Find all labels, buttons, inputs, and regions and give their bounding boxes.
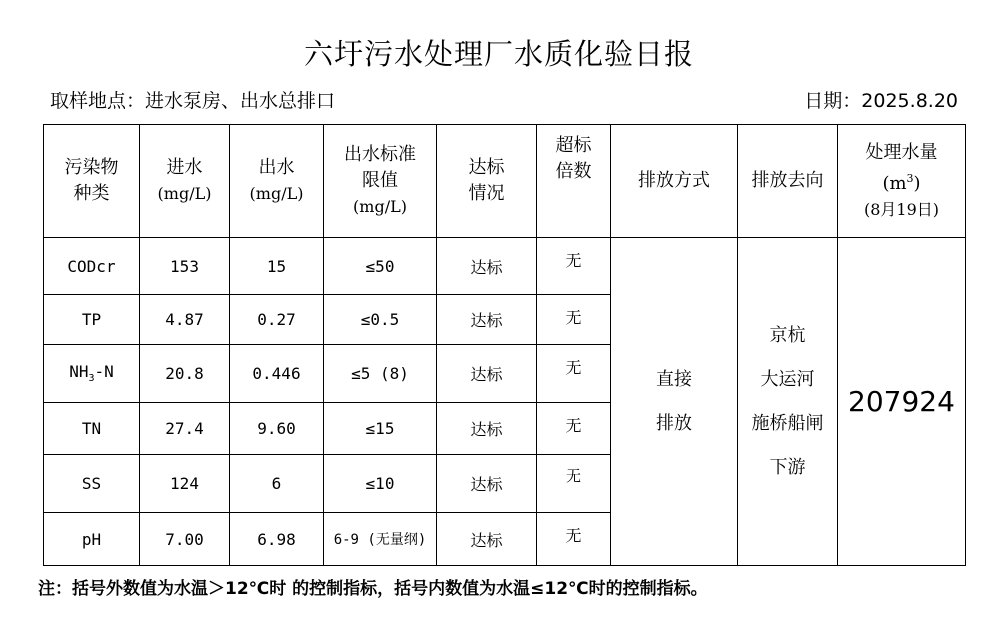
limit-cell: ≤15 bbox=[324, 403, 437, 455]
pollutant-cell: TP bbox=[44, 295, 140, 345]
header-pollutant: 污染物 种类 bbox=[44, 125, 140, 238]
effluent-cell: 9.60 bbox=[230, 403, 324, 455]
exceed-cell: 无 bbox=[537, 403, 611, 455]
footnote: 注：括号外数值为水温＞12℃时 的控制指标，括号内数值为水温≤12℃时的控制指标。 bbox=[38, 579, 708, 599]
pollutant-cell: pH bbox=[44, 513, 140, 566]
effluent-cell: 6 bbox=[230, 455, 324, 513]
header-limit: 出水标准 限值 (mg/L) bbox=[324, 125, 437, 238]
limit-cell: ≤0.5 bbox=[324, 295, 437, 345]
status-cell: 达标 bbox=[437, 455, 537, 513]
status-cell: 达标 bbox=[437, 345, 537, 403]
pollutant-cell: TN bbox=[44, 403, 140, 455]
exceed-cell: 无 bbox=[537, 295, 611, 345]
header-discharge-destination: 排放去向 bbox=[738, 125, 838, 238]
effluent-cell: 6.98 bbox=[230, 513, 324, 566]
discharge-destination-cell: 京杭 大运河 施桥船闸 下游 bbox=[738, 238, 838, 566]
discharge-method-cell: 直接 排放 bbox=[611, 238, 738, 566]
header-volume: 处理水量 $(m^3)$ (8月19日) bbox=[838, 125, 966, 238]
pollutant-cell: CODcr bbox=[44, 238, 140, 295]
influent-cell: 27.4 bbox=[140, 403, 230, 455]
header-exceed: 超标 倍数 bbox=[537, 125, 611, 238]
header-row bbox=[44, 125, 966, 238]
effluent-cell: 0.27 bbox=[230, 295, 324, 345]
limit-cell: ≤50 bbox=[324, 238, 437, 295]
header-discharge-method: 排放方式 bbox=[611, 125, 738, 238]
limit-cell: 6-9 (无量纲) bbox=[324, 513, 437, 566]
influent-cell: 124 bbox=[140, 455, 230, 513]
report-title: 六圩污水处理厂水质化验日报 bbox=[303, 37, 694, 71]
exceed-cell: 无 bbox=[537, 345, 611, 403]
header-effluent: 出水 (mg/L) bbox=[230, 125, 324, 238]
status-cell: 达标 bbox=[437, 403, 537, 455]
influent-cell: 153 bbox=[140, 238, 230, 295]
effluent-cell: 15 bbox=[230, 238, 324, 295]
header-status: 达标 情况 bbox=[437, 125, 537, 238]
table-row bbox=[44, 238, 966, 295]
sampling-location: 取样地点：进水泵房、出水总排口 bbox=[50, 90, 336, 112]
pollutant-cell: SS bbox=[44, 455, 140, 513]
effluent-cell: 0.446 bbox=[230, 345, 324, 403]
water-quality-table bbox=[43, 124, 966, 566]
volume-cell: 207924 bbox=[838, 238, 966, 566]
status-cell: 达标 bbox=[437, 513, 537, 566]
influent-cell: 7.00 bbox=[140, 513, 230, 566]
exceed-cell: 无 bbox=[537, 513, 611, 566]
exceed-cell: 无 bbox=[537, 455, 611, 513]
influent-cell: 4.87 bbox=[140, 295, 230, 345]
header-influent: 进水 (mg/L) bbox=[140, 125, 230, 238]
influent-cell: 20.8 bbox=[140, 345, 230, 403]
limit-cell: ≤10 bbox=[324, 455, 437, 513]
report-date: 日期：2025.8.20 bbox=[804, 90, 958, 112]
status-cell: 达标 bbox=[437, 238, 537, 295]
limit-cell: ≤5 (8) bbox=[324, 345, 437, 403]
status-cell: 达标 bbox=[437, 295, 537, 345]
exceed-cell: 无 bbox=[537, 238, 611, 295]
pollutant-cell: $NH_3-N$ bbox=[44, 345, 140, 403]
